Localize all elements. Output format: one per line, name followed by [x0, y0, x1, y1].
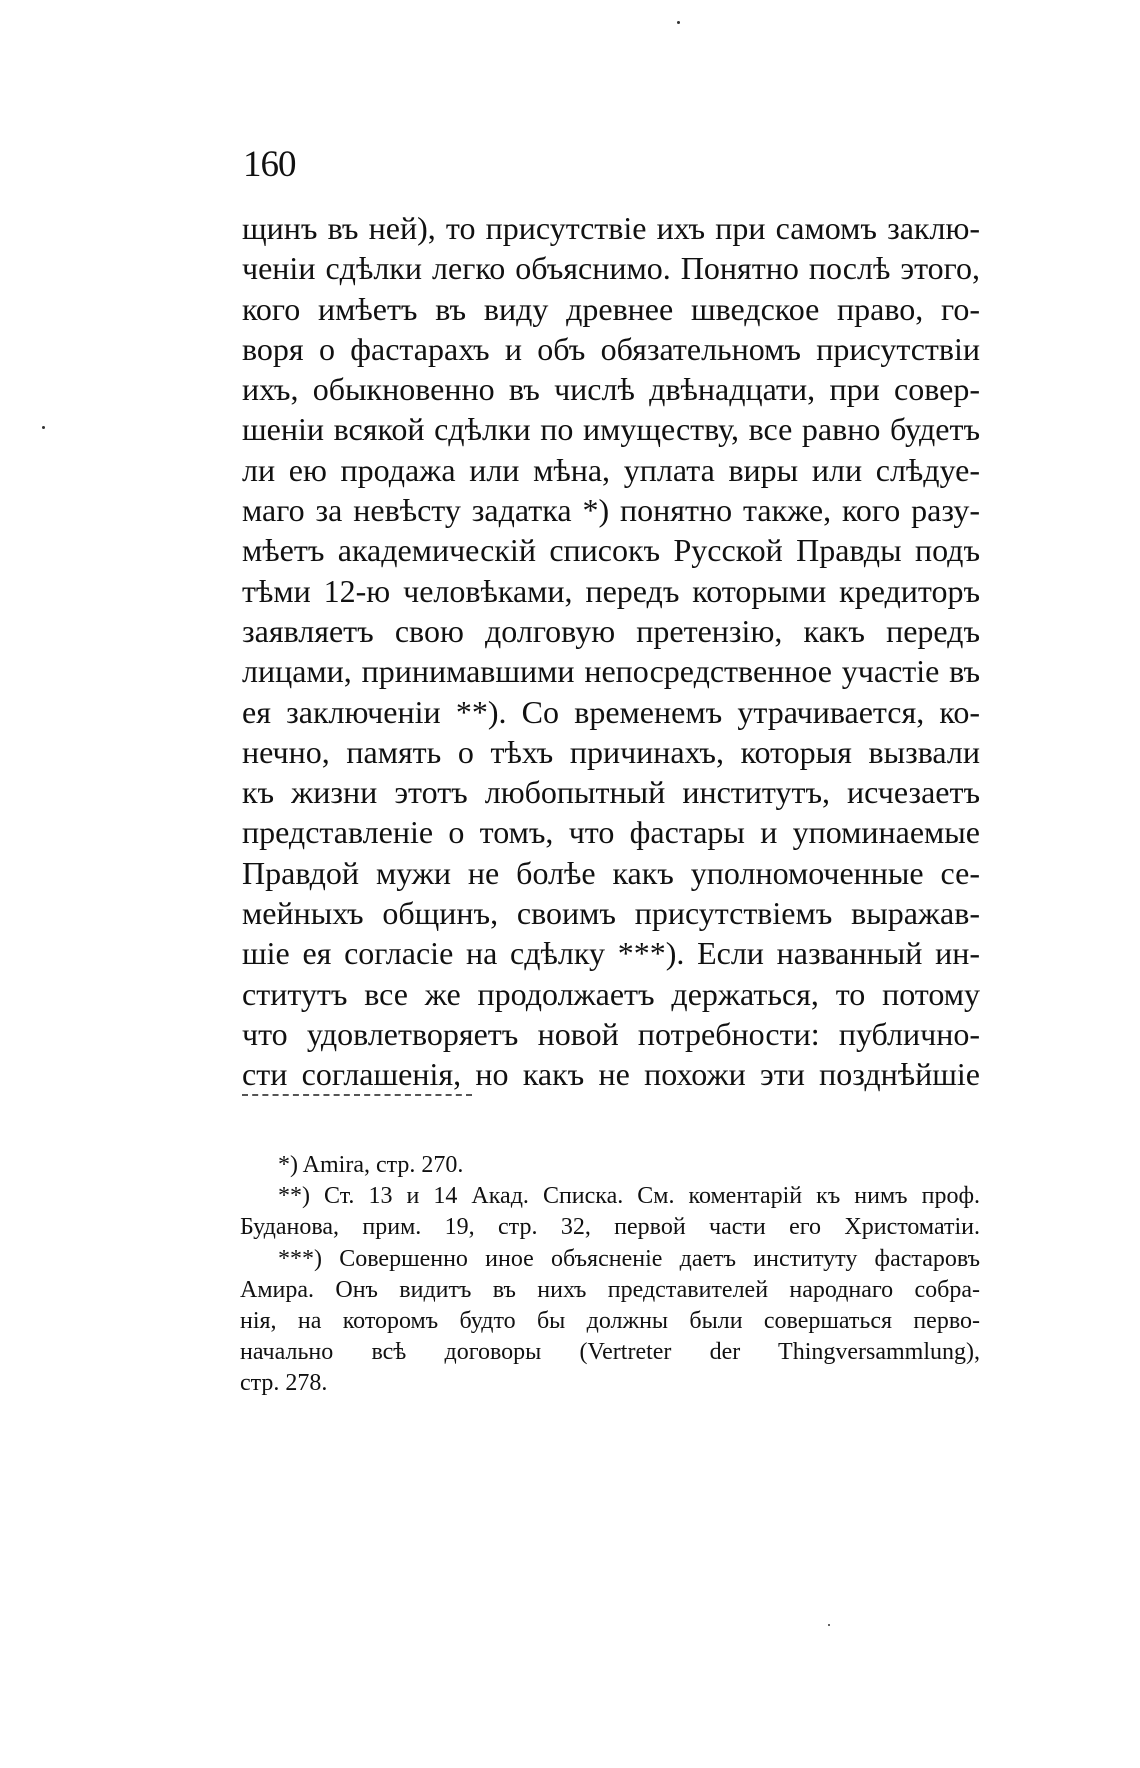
scan-speck [677, 21, 680, 24]
text-line: ченіи сдѣлки легко объяснимо. Понятно послѣ этого, [242, 250, 980, 287]
text-line: тѣми 12-ю человѣками, передъ которыми кредиторъ [242, 572, 980, 609]
page-number: 160 [243, 144, 296, 185]
text-line: мейныхъ общинъ, своимъ присутствіемъ выражав- [242, 895, 980, 932]
text-line: лицами, принимавшими непосредственное участіе въ [242, 653, 980, 690]
footnote-3-line-3: нія, на которомъ будто бы должны были совершаться перво- [240, 1307, 980, 1334]
footnote-1: *) Amira, стр. 270. [278, 1152, 464, 1178]
footnote-2-line-2: Буданова, прим. 19, стр. 32, первой части его Христоматіи. [240, 1214, 980, 1241]
footnote-3-line-5: стр. 278. [240, 1370, 328, 1397]
footnote-3-line-2: Амира. Онъ видитъ въ нихъ представителей народнаго собра- [240, 1276, 980, 1303]
text-line: щинъ въ ней), то присутствіе ихъ при самомъ заклю- [242, 210, 980, 246]
footnote-3-line-1: ***) Совершенно иное объясненіе даетъ институту фастаровъ [278, 1245, 980, 1272]
text-line: ихъ, обыкновенно въ числѣ двѣнадцати, при совер- [242, 371, 980, 408]
text-line: маго за невѣсту задатка *) понятно также, кого разу- [242, 492, 980, 529]
scan-speck [42, 426, 45, 429]
text-line: къ жизни этотъ любопытный институтъ, исчезаетъ [242, 774, 980, 811]
footnote-separator [242, 1094, 472, 1096]
text-line: что удовлетворяетъ новой потребности: публично- [242, 1015, 980, 1052]
text-line: сти соглашенія, но какъ не похожи эти позднѣйшіе [242, 1056, 980, 1093]
scan-speck [828, 1624, 830, 1626]
text-line: шеніи всякой сдѣлки по имуществу, все равно будетъ [242, 411, 980, 448]
text-line: нечно, память о тѣхъ причинахъ, которыя вызвали [242, 733, 980, 770]
text-line: мѣетъ академическій списокъ Русской Правды подъ [242, 532, 980, 569]
footnote-2-line-1: **) Ст. 13 и 14 Акад. Списка. См. коментарій къ нимъ проф. [278, 1183, 980, 1210]
text-line: Правдой мужи не болѣе какъ уполномоченные се- [242, 854, 980, 891]
text-line: ститутъ все же продолжаетъ держаться, то потому [242, 975, 980, 1012]
footnotes [240, 1150, 980, 1400]
text-line: кого имѣетъ въ виду древнее шведское право, го- [242, 290, 980, 327]
text-line: шіе ея согласіе на сдѣлку ***). Если названный ин- [242, 935, 980, 972]
main-text [242, 208, 980, 1095]
text-line: представленіе о томъ, что фастары и упоминаемые [242, 814, 980, 851]
text-line: воря о фастарахъ и объ обязательномъ присутствіи [242, 330, 980, 367]
text-line: ли ею продажа или мѣна, уплата виры или слѣдуе- [242, 451, 980, 488]
text-line: заявляетъ свою долговую претензію, какъ передъ [242, 612, 980, 649]
text-line: ея заключеніи **). Со временемъ утрачивается, ко- [242, 693, 980, 730]
footnote-3-line-4: начально всѣ договоры (Vertreter der Thingversammlung), [240, 1339, 980, 1366]
